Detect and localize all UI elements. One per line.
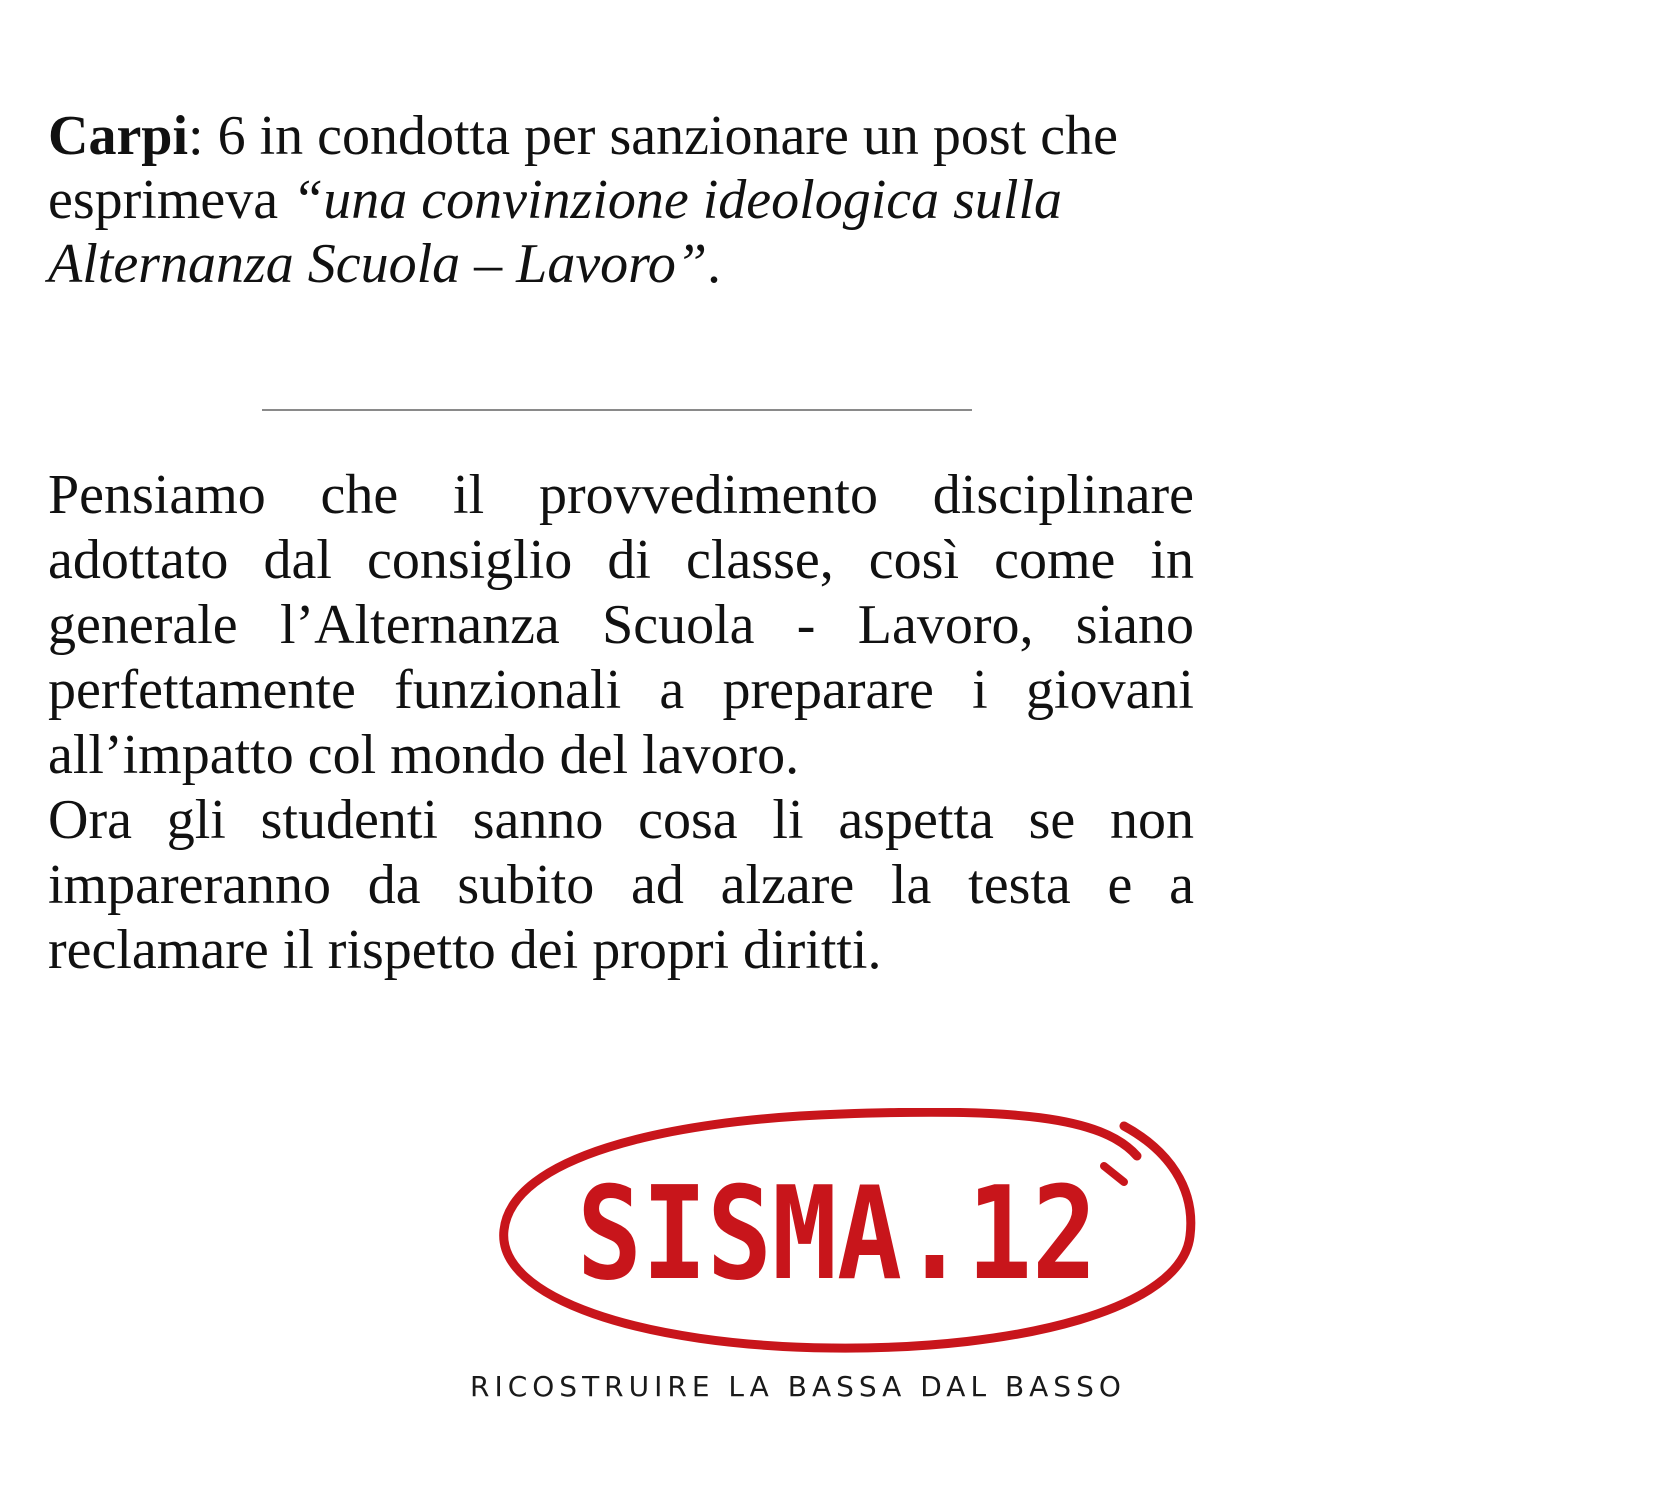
headline-end: .	[707, 233, 722, 295]
sisma-logo	[492, 1108, 1202, 1358]
headline-quote: “una convinzione ideologica sulla Alternanza Scuola – Lavoro”	[48, 169, 1063, 295]
logo-graphic	[492, 1108, 1202, 1358]
logo-tagline: RICOSTRUIRE LA BASSA DAL BASSO	[470, 1370, 1126, 1403]
headline-place: Carpi	[48, 105, 188, 167]
logo-wordmark: SISMA.12	[577, 1160, 1097, 1309]
headline-colon: :	[188, 105, 204, 167]
headline-text: 6 in condotta per sanzionare un post che esprimeva	[48, 105, 1118, 231]
body-paragraph-1: Pensiamo che il provvedimento disciplinare adottato dal consiglio di classe, così come in generale l’Alternanza Scuola - Lavoro, siano perfettamente funzionali a preparare i giovani all’impatto col mondo del lavoro.	[48, 464, 1194, 786]
divider-line	[262, 409, 972, 411]
headline	[48, 104, 1198, 296]
body-text	[48, 463, 1194, 983]
logo-tick	[1104, 1166, 1124, 1182]
body-paragraph-2: Ora gli studenti sanno cosa li aspetta se non impareranno da subito ad alzare la testa e a reclamare il rispetto dei propri diritti.	[48, 789, 1194, 981]
